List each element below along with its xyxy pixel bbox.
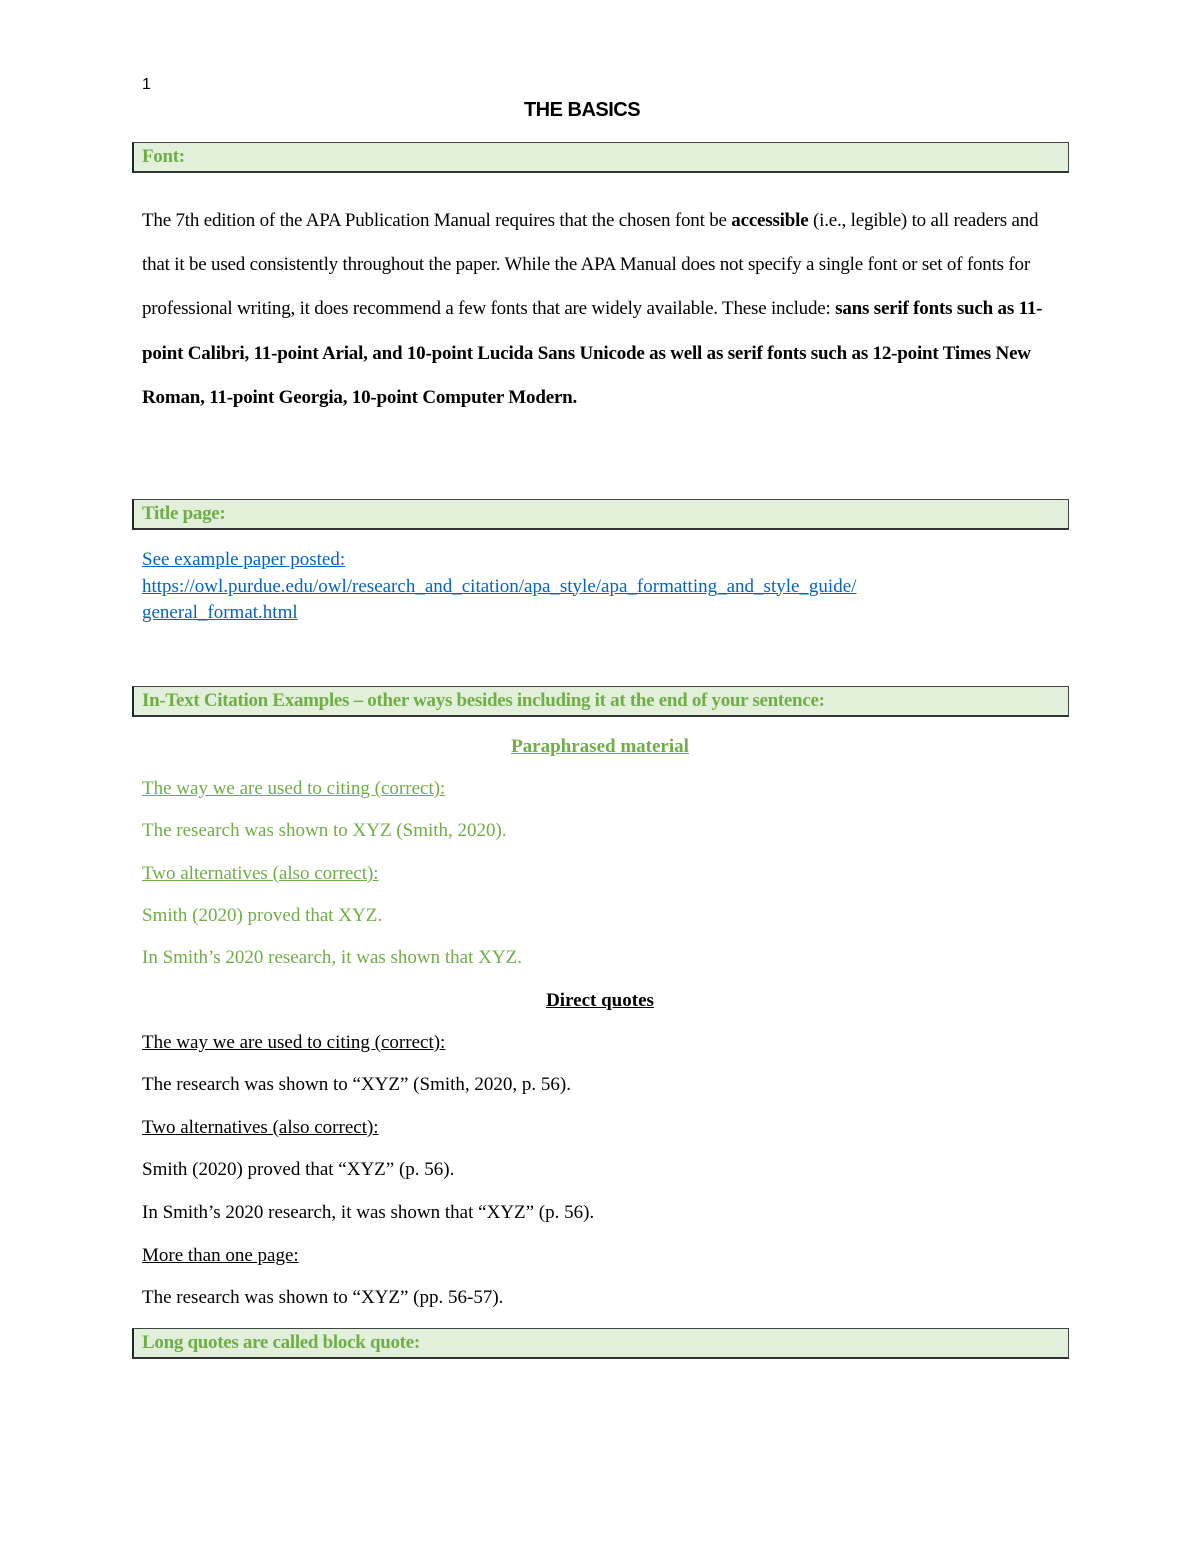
example-paper-link[interactable] [142, 547, 1042, 627]
example-label: The way we are used to citing (correct): [142, 778, 446, 799]
heading-text: In-Text Citation Examples – other ways besides including it at the end of your sentence: [142, 690, 825, 711]
example-label: Two alternatives (also correct): [142, 1117, 379, 1138]
example-line: The research was shown to “XYZ” (Smith, 2020, p. 56). [142, 1074, 571, 1095]
bold-text: sans serif fonts such as 11-point Calibri, 11-point Arial, and 10-point Lucida Sans Unicode as well as serif fonts such as 12-point Times New Roman, 11-point Georgia, 10-point Computer Modern. [142, 298, 1043, 408]
link-url[interactable]: general_format.html [142, 602, 298, 623]
page-number: 1 [142, 76, 151, 93]
example-line: Smith (2020) proved that “XYZ” (p. 56). [142, 1159, 455, 1180]
example-label: The way we are used to citing (correct): [142, 1032, 446, 1053]
page-title: THE BASICS [523, 99, 641, 121]
direct-quotes-subheading: Direct quotes [546, 990, 654, 1011]
link-label[interactable]: See example paper posted: [142, 549, 346, 570]
example-line: In Smith’s 2020 research, it was shown that “XYZ” (p. 56). [142, 1202, 595, 1223]
example-label: Two alternatives (also correct): [142, 863, 379, 884]
section-heading-block-quote [132, 1328, 1069, 1359]
example-label: More than one page: [142, 1245, 299, 1266]
bold-text: accessible [731, 210, 809, 231]
example-line: The research was shown to “XYZ” (pp. 56-57). [142, 1287, 504, 1308]
font-paragraph [142, 199, 1067, 420]
section-heading-citation [132, 686, 1069, 717]
example-line: The research was shown to XYZ (Smith, 2020). [142, 820, 507, 841]
heading-text: Font: [142, 146, 185, 167]
heading-text: Title page: [142, 503, 226, 524]
text: (i.e., legible) to all readers and that it be used consistently throughout the paper. While the APA Manual does not specify a single font or set of fonts for professional writing, it does recommend a few fonts that are widely available. These include: [142, 210, 1039, 320]
section-heading-font [132, 142, 1069, 173]
paraphrased-subheading: Paraphrased material [511, 736, 689, 757]
text: The 7th edition of the APA Publication Manual requires that the chosen font be [142, 210, 732, 231]
example-line: In Smith’s 2020 research, it was shown that XYZ. [142, 947, 522, 968]
heading-text: Long quotes are called block quote: [142, 1332, 420, 1353]
section-heading-title-page [132, 499, 1069, 530]
example-line: Smith (2020) proved that XYZ. [142, 905, 383, 926]
link-url[interactable]: https://owl.purdue.edu/owl/research_and_citation/apa_style/apa_formatting_and_style_guide/ [142, 575, 857, 597]
